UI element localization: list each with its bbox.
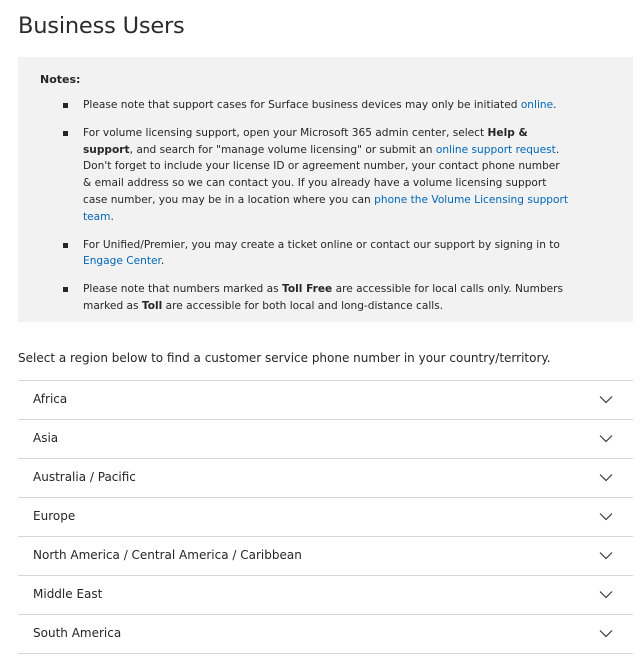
note-text: are accessible for local calls only. Numbers marked as xyxy=(83,283,564,312)
note-link[interactable]: phone the Volume Licensing support team xyxy=(83,193,569,223)
region-accordion xyxy=(18,380,633,654)
bullet-icon xyxy=(63,103,68,108)
note-item xyxy=(18,125,633,226)
region-label: North America / Central America / Caribbean xyxy=(33,548,302,562)
region-item-asia[interactable] xyxy=(18,420,633,459)
bullet-icon xyxy=(63,243,68,248)
note-text: Please note that support cases for Surface business devices may only be initiated xyxy=(83,99,521,111)
region-item-europe[interactable] xyxy=(18,498,633,537)
chevron-down-icon[interactable] xyxy=(599,629,613,638)
chevron-down-icon[interactable] xyxy=(599,473,613,482)
region-item-south-america[interactable] xyxy=(18,615,633,654)
region-item-middle-east[interactable] xyxy=(18,576,633,615)
note-link[interactable]: online xyxy=(520,99,554,111)
region-label: Asia xyxy=(33,431,59,445)
chevron-down-icon[interactable] xyxy=(599,551,613,560)
note-text: . xyxy=(160,255,165,268)
notes-list xyxy=(18,97,633,326)
chevron-down-icon[interactable] xyxy=(599,590,613,599)
note-text: , and search for "manage volume licensing" or submit an xyxy=(129,143,436,156)
note-link[interactable]: online support request xyxy=(435,143,556,156)
region-label: Europe xyxy=(33,509,76,523)
page-title: Business Users xyxy=(18,13,185,39)
chevron-down-icon[interactable] xyxy=(599,434,613,443)
note-text: are accessible for both local and long-distance calls. xyxy=(162,299,444,312)
note-text: . Don't forget to include your license ID or agreement number, your contact phone number & email address so we can contact you. If you already have a volume licensing support case number, you may be in a location where you can xyxy=(83,143,560,206)
bullet-icon xyxy=(63,131,68,136)
note-text: . xyxy=(553,99,557,111)
note-item xyxy=(18,237,633,271)
region-label: South America xyxy=(33,626,122,640)
note-link[interactable]: Engage Center xyxy=(83,255,161,268)
notes-title: Notes: xyxy=(40,73,81,86)
bullet-icon xyxy=(63,287,68,292)
note-bold-text: Help & support xyxy=(83,126,528,156)
note-text: For Unified/Premier, you may create a ticket online or contact our support by signing in to xyxy=(83,238,560,251)
region-label: Middle East xyxy=(33,587,103,601)
chevron-down-icon[interactable] xyxy=(599,395,613,404)
note-item xyxy=(18,97,633,114)
region-item-africa[interactable] xyxy=(18,381,633,420)
region-item-north-america-central-america-caribbean[interactable] xyxy=(18,537,633,576)
region-intro-text: Select a region below to find a customer service phone number in your country/territory. xyxy=(18,351,551,365)
note-item xyxy=(18,281,633,315)
region-label: Africa xyxy=(33,392,68,406)
region-item-australia-pacific[interactable] xyxy=(18,459,633,498)
note-bold-text: Toll xyxy=(141,299,163,312)
note-bold-text: Toll Free xyxy=(282,283,333,296)
note-text: Please note that numbers marked as xyxy=(83,283,283,296)
region-label: Australia / Pacific xyxy=(33,470,136,484)
note-text: For volume licensing support, open your Microsoft 365 admin center, select xyxy=(83,126,488,139)
notes-panel xyxy=(18,57,633,322)
note-text: . xyxy=(110,210,114,223)
chevron-down-icon[interactable] xyxy=(599,512,613,521)
